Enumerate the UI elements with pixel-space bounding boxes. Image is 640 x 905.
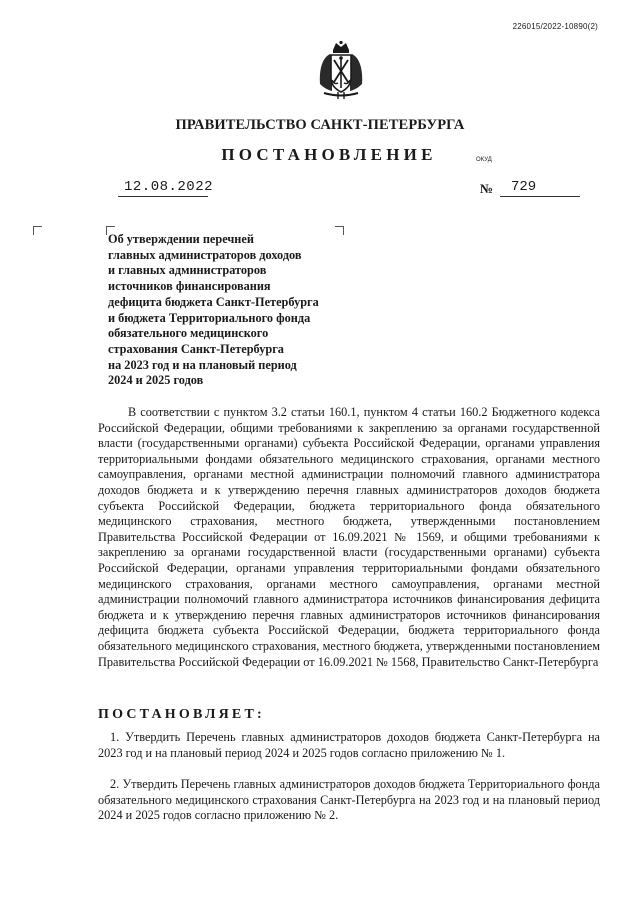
subject-line: источников финансирования bbox=[108, 279, 271, 294]
government-title: ПРАВИТЕЛЬСТВО САНКТ-ПЕТЕРБУРГА bbox=[175, 117, 465, 133]
subject-line: обязательного медицинского bbox=[108, 326, 269, 341]
document-number: 729 bbox=[511, 179, 537, 195]
subject-line: страхования Санкт-Петербурга bbox=[108, 341, 284, 356]
subject-line: на 2023 год и на плановый период bbox=[108, 357, 297, 372]
resolve-heading: ПОСТАНОВЛЯЕТ: bbox=[98, 707, 265, 722]
okud-label: ОКУД bbox=[476, 157, 492, 163]
subject-line: и бюджета Территориального фонда bbox=[108, 310, 311, 325]
coat-of-arms-icon bbox=[316, 40, 366, 100]
subject-line: 2024 и 2025 годов bbox=[108, 373, 204, 388]
resolution-item: 1. Утвердить Перечень главных администраторов доходов бюджета Санкт-Петербурга на 2023 год и на плановый период 2024 и 2025 годов согласно приложению № 1. bbox=[98, 730, 600, 760]
date-underline bbox=[118, 196, 208, 197]
preamble-paragraph: В соответствии с пунктом 3.2 статьи 160.1, пунктом 4 статьи 160.2 Бюджетного кодекса Российской Федерации, общими требованиями к закреплению за органами государственной власти (государственными органами) субъекта Российской Федерации, органами управления территориальными фондами обязательного медицинского страхования, органами местного самоуправления, органами местной администрации полномочий главного администратора доходов бюджета и к утверждению перечня главных администраторов доходов бюджета субъекта Российской Федерации, бюджета территориального фонда обязательного медицинского страхования, местного бюджета, утвержденными постановлением Правительства Российской Федерации от 16.09.2021 № 1569, и общими требованиями к закреплению за органами государственной власти (государственными органами) субъекта Российской Федерации, органами управления территориальными фондами обязательного медицинского страхования, органами местного самоуправления, органами местной администрации полномочий главного администратора источников финансирования дефицита бюджета и к утверждению перечня главных администраторов источников финансирования дефицита бюджета субъекта Российской Федерации, бюджета территориального фонда обязательного медицинского страхования, местного бюджета, утвержденными постановлением Правительства Российской Федерации от 16.09.2021 № 1568, Правительство Санкт-Петербурга bbox=[98, 405, 600, 669]
subject-line: Об утверждении перечней bbox=[108, 232, 254, 246]
subject-line: и главных администраторов bbox=[108, 263, 267, 278]
number-sign: № bbox=[480, 181, 494, 196]
document-type-title: ПОСТАНОВЛЕНИЕ bbox=[221, 145, 437, 164]
subject-line: главных администраторов доходов bbox=[108, 247, 302, 262]
number-underline bbox=[500, 196, 580, 197]
document-subject bbox=[108, 232, 348, 389]
registration-number: 226015/2022-10890(2) bbox=[512, 22, 598, 31]
resolution-item: 2. Утвердить Перечень главных администраторов доходов бюджета Территориального фонда обязательного медицинского страхования Санкт-Петербурга на 2023 год и на плановый период 2024 и 2025 годов согласно приложению № 2. bbox=[98, 777, 600, 823]
corner-mark bbox=[33, 226, 42, 235]
document-date: 12.08.2022 bbox=[124, 179, 214, 195]
subject-line: дефицита бюджета Санкт-Петербурга bbox=[108, 294, 319, 309]
